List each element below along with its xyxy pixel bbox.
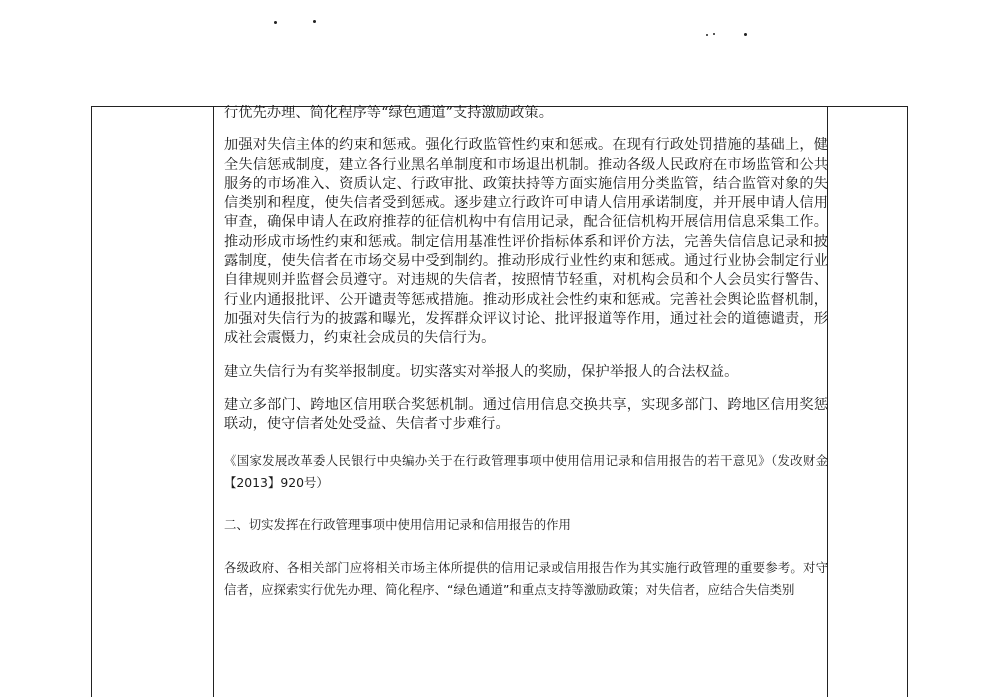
table-column-divider-left	[213, 107, 214, 697]
paragraph-reward-reporting: 建立失信行为有奖举报制度。切实落实对举报人的奖励，保护举报人的合法权益。	[224, 363, 739, 380]
paragraph-incentive-continuation: 行优先办理、简化程序等“绿色通道”支持激励政策。	[224, 105, 554, 121]
document-reference: 《国家发展改革委人民银行中央编办关于在行政管理事项中使用信用记录和信用报告的若干意见》（发改财金【2013】920号）	[224, 453, 828, 491]
table-content-cell	[224, 104, 828, 601]
paragraph-credit-usage: 各级政府、各相关部门应将相关市场主体所提供的信用记录或信用报告作为其实施行政管理的重要参考。对守信者，应探索实行优先办理、简化程序、“绿色通道”和重点支持等激励政策；对失信者，应结合失信类别	[224, 560, 828, 598]
paragraph-joint-mechanism: 建立多部门、跨地区信用联合奖惩机制。通过信用信息交换共享，实现多部门、跨地区信用奖惩联动，使守信者处处受益、失信者寸步难行。	[224, 396, 828, 433]
section-heading: 二、切实发挥在行政管理事项中使用信用记录和信用报告的作用	[224, 517, 571, 533]
paragraph-dishonesty-constraints: 加强对失信主体的约束和惩戒。强化行政监管性约束和惩戒。在现有行政处罚措施的基础上，健全失信惩戒制度，建立各行业黑名单制度和市场退出机制。推动各级人民政府在市场监管和公共服务的市场准入、资质认定、行政审批、政策扶持等方面实施信用分类监管，结合监管对象的失信类别和程度，使失信者受到惩戒。逐步建立行政许可申请人信用承诺制度，并开展申请人信用审查，确保申请人在政府推荐的征信机构中有信用记录，配合征信机构开展信用信息采集工作。推动形成市场性约束和惩戒。制定信用基准性评价指标体系和评价方法，完善失信信息记录和披露制度，使失信者在市场交易中受到制约。推动形成行业性约束和惩戒。通过行业协会制定行业自律规则并监督会员遵守。对违规的失信者，按照情节轻重，对机构会员和个人会员实行警告、行业内通报批评、公开谴责等惩戒措施。推动形成社会性约束和惩戒。完善社会舆论监督机制，加强对失信行为的披露和曝光，发挥群众评议讨论、批评报道等作用，通过社会的道德谴责，形成社会震慑力，约束社会成员的失信行为。	[224, 137, 828, 347]
